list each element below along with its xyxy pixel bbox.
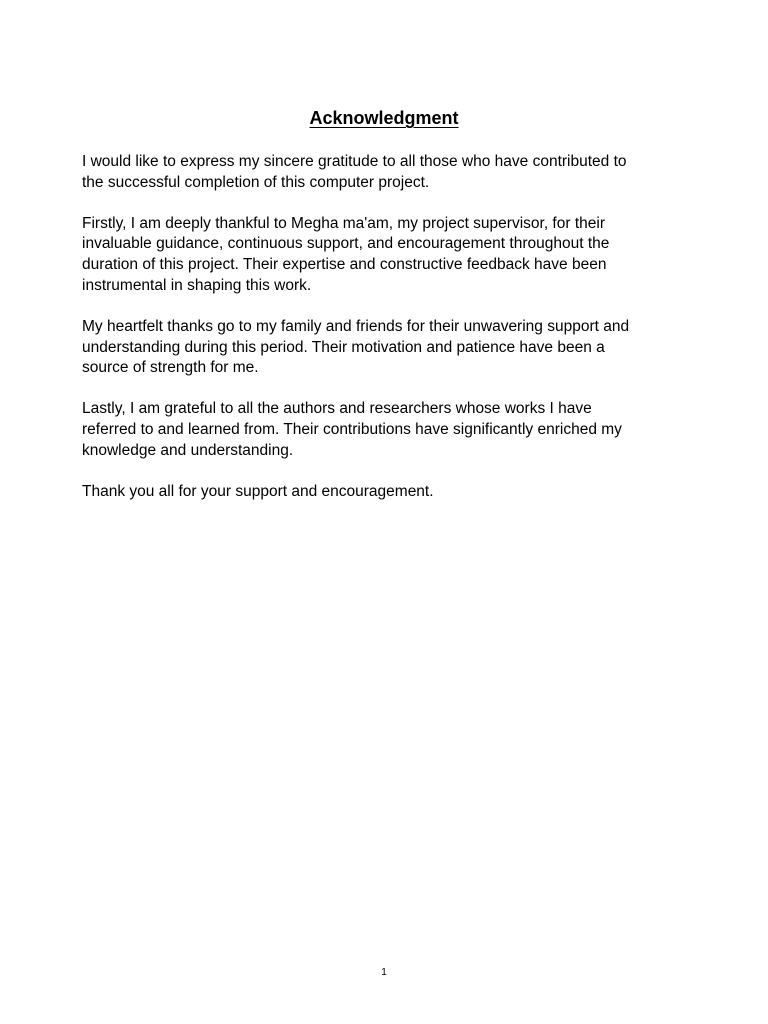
page-title: Acknowledgment <box>309 108 459 128</box>
document-body <box>82 152 692 522</box>
paragraph-family: My heartfelt thanks go to my family and friends for their unwavering support and understanding during this period. Their motivation and patience have been a source of strength for me. <box>82 317 630 377</box>
paragraph-intro: I would like to express my sincere gratitude to all those who have contributed to the successful completion of this computer project. <box>82 153 627 191</box>
page-number: 1 <box>381 967 387 978</box>
paragraph-supervisor: Firstly, I am deeply thankful to Megha ma'am, my project supervisor, for their invaluable guidance, continuous support, and encouragement throughout the duration of this project. Their expertise and constructive feedback have been instrumental in shaping this work. <box>82 214 610 294</box>
paragraph-closing: Thank you all for your support and encouragement. <box>82 482 434 500</box>
paragraph-authors: Lastly, I am grateful to all the authors and researchers whose works I have referred to and learned from. Their contributions have significantly enriched my knowledge and understanding. <box>82 400 622 459</box>
